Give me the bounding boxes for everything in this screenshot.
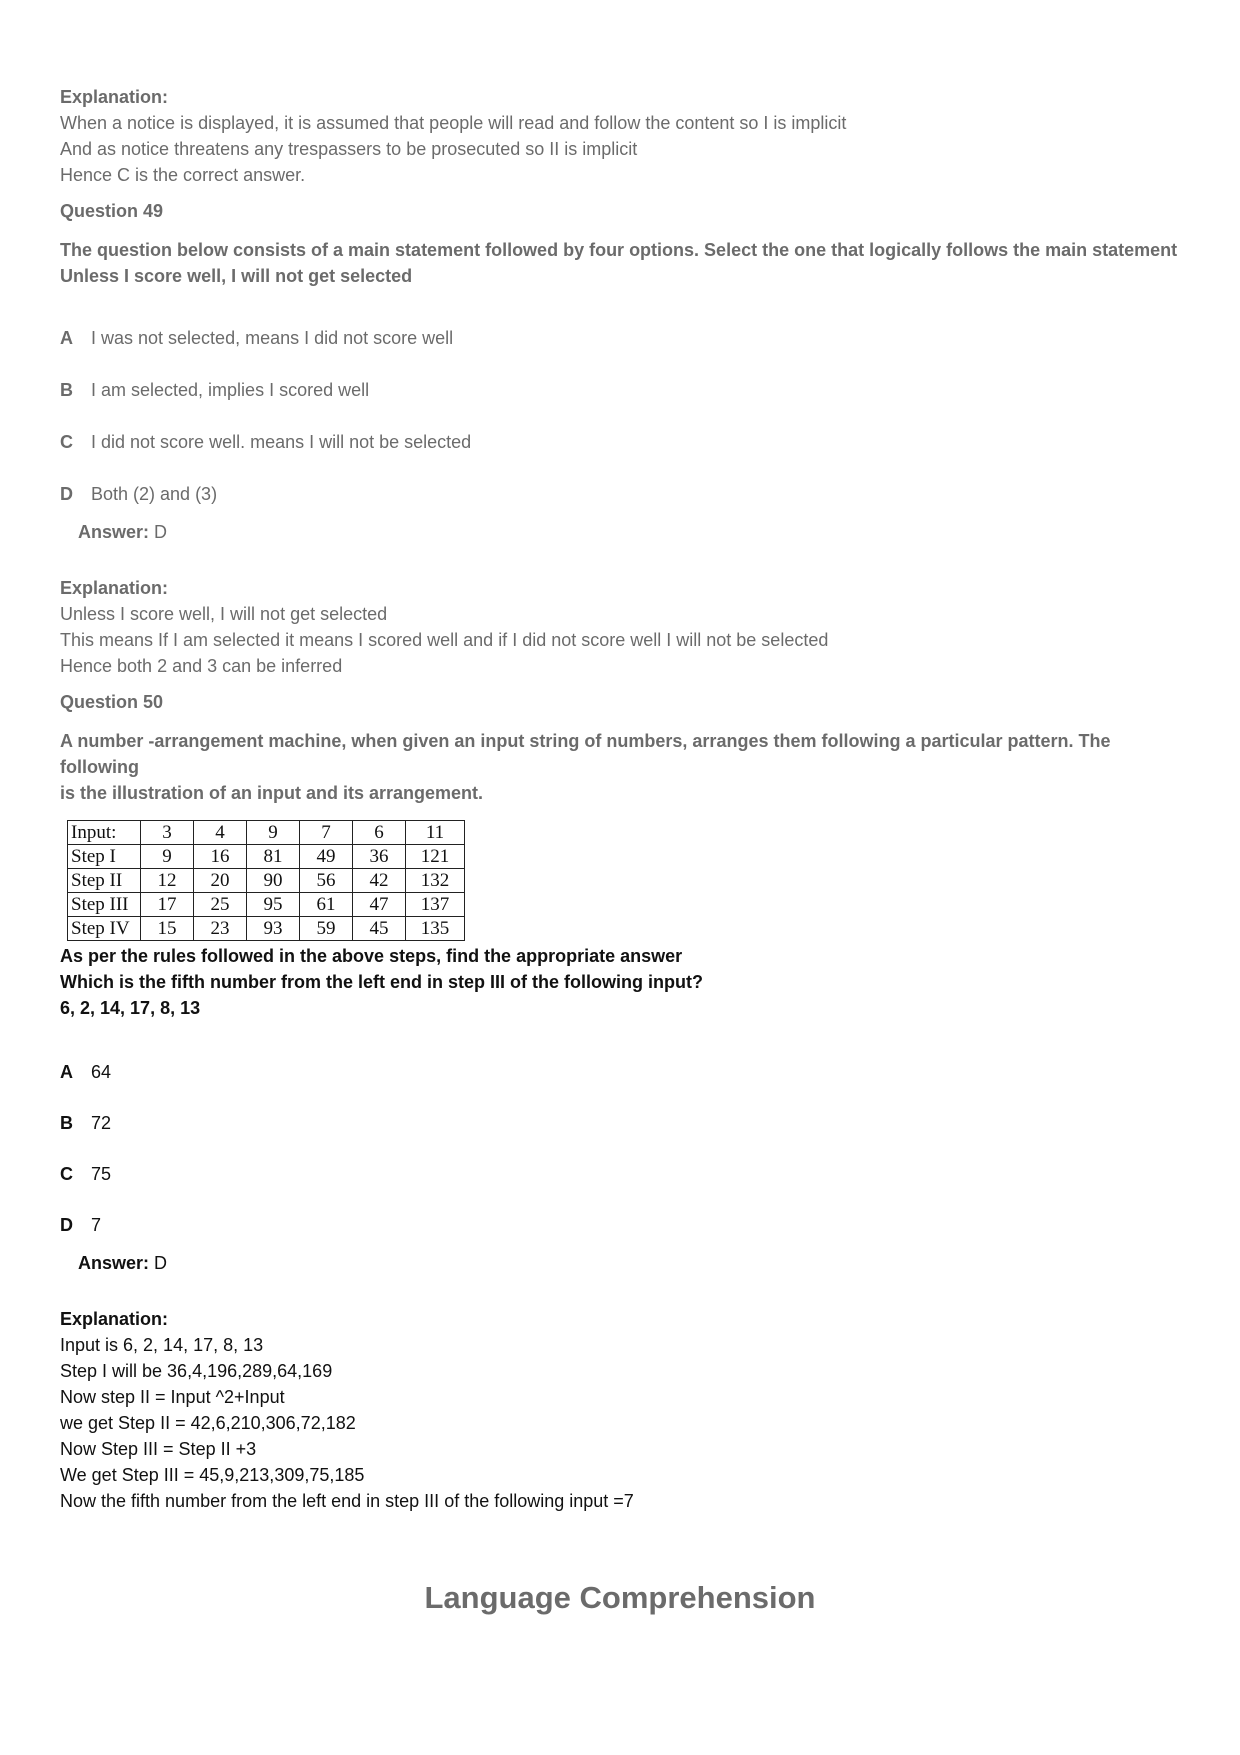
option-letter: D: [60, 1215, 73, 1235]
explanation-line: we get Step II = 42,6,210,306,72,182: [60, 1413, 356, 1433]
explanation-title: Explanation:: [60, 1309, 169, 1329]
option-d[interactable]: [60, 1212, 1180, 1250]
option-letter: B: [60, 380, 73, 400]
table-cell: 42: [353, 869, 406, 893]
table-cell: 49: [300, 845, 353, 869]
table-cell: 16: [194, 845, 247, 869]
option-text: Both (2) and (3): [91, 484, 218, 504]
table-row: [68, 845, 465, 869]
explanation-line: Hence both 2 and 3 can be inferred: [60, 656, 343, 676]
option-letter: C: [60, 432, 73, 452]
explanation-line: Now the fifth number from the left end in step III of the following input =7: [60, 1491, 634, 1511]
arrangement-table: [67, 820, 465, 941]
explanation-line: And as notice threatens any trespassers to be prosecuted so II is implicit: [60, 139, 638, 159]
table-cell: 11: [406, 821, 465, 845]
option-text: I was not selected, means I did not score well: [91, 328, 454, 348]
table-cell: 9: [247, 821, 300, 845]
option-c[interactable]: [60, 1161, 1180, 1212]
table-cell: 95: [247, 893, 300, 917]
answer-value: D: [154, 1253, 168, 1273]
option-letter: D: [60, 484, 73, 504]
question-49: [60, 198, 1180, 679]
explanation-title: Explanation:: [60, 87, 169, 107]
explanation-line: This means If I am selected it means I scored well and if I did not score well I will not be selected: [60, 630, 829, 650]
table-row: [68, 869, 465, 893]
options-list: [60, 1059, 1180, 1250]
explanation-line: Unless I score well, I will not get selected: [60, 604, 388, 624]
option-text: 64: [91, 1062, 112, 1082]
prompt-line: As per the rules followed in the above steps, find the appropriate answer: [60, 946, 683, 966]
option-a[interactable]: [60, 325, 1180, 377]
table-cell: 45: [353, 917, 406, 941]
table-cell: 23: [194, 917, 247, 941]
explanation-title: Explanation:: [60, 578, 169, 598]
explanation-line: Now step II = Input ^2+Input: [60, 1387, 285, 1407]
answer-label: Answer:: [78, 522, 150, 542]
explanation-line: Step I will be 36,4,196,289,64,169: [60, 1361, 333, 1381]
question-title: Question 50: [60, 692, 164, 712]
table-cell: 90: [247, 869, 300, 893]
table-cell: 56: [300, 869, 353, 893]
options-list: [60, 325, 1180, 519]
option-text: 72: [91, 1113, 112, 1133]
row-label: Step IV: [68, 917, 141, 941]
table-cell: 17: [141, 893, 194, 917]
option-d[interactable]: [60, 481, 1180, 519]
table-cell: 6: [353, 821, 406, 845]
table-cell: 12: [141, 869, 194, 893]
option-text: 75: [91, 1164, 112, 1184]
main-statement: Unless I score well, I will not get selected: [60, 266, 413, 286]
table-cell: 3: [141, 821, 194, 845]
q48-explanation: [60, 84, 1180, 188]
option-text: I am selected, implies I scored well: [91, 380, 370, 400]
question-50: [60, 689, 1180, 1514]
option-text: 7: [91, 1215, 102, 1235]
question-stem-line: is the illustration of an input and its arrangement.: [60, 783, 484, 803]
table-cell: 135: [406, 917, 465, 941]
table-cell: 15: [141, 917, 194, 941]
table-cell: 9: [141, 845, 194, 869]
option-b[interactable]: [60, 377, 1180, 429]
table-cell: 4: [194, 821, 247, 845]
table-cell: 93: [247, 917, 300, 941]
option-c[interactable]: [60, 429, 1180, 481]
option-letter: A: [60, 328, 73, 348]
explanation-line: We get Step III = 45,9,213,309,75,185: [60, 1465, 365, 1485]
answer: [78, 519, 1180, 545]
explanation-line: When a notice is displayed, it is assumed that people will read and follow the content so I is implicit: [60, 113, 847, 133]
document-page: [60, 84, 1180, 1514]
question-stem: [60, 237, 1180, 289]
row-label: Step III: [68, 893, 141, 917]
prompt-line: Which is the fifth number from the left end in step III of the following input?: [60, 972, 703, 992]
explanation-line: Hence C is the correct answer.: [60, 165, 306, 185]
option-letter: A: [60, 1062, 73, 1082]
answer: [78, 1250, 1180, 1276]
option-letter: C: [60, 1164, 73, 1184]
answer-value: D: [154, 522, 168, 542]
q49-explanation: [60, 575, 1180, 679]
question-stem-line: The question below consists of a main statement followed by four options. Select the one that logically follows the main statement: [60, 240, 1178, 260]
row-label: Step II: [68, 869, 141, 893]
option-text: I did not score well. means I will not be selected: [91, 432, 472, 452]
table-cell: 81: [247, 845, 300, 869]
section-heading: Language Comprehension: [424, 1580, 816, 1615]
question-prompt: [60, 943, 1180, 1021]
question-stem: [60, 728, 1180, 806]
table-cell: 20: [194, 869, 247, 893]
table-row: [68, 917, 465, 941]
table-cell: 36: [353, 845, 406, 869]
explanation-line: Input is 6, 2, 14, 17, 8, 13: [60, 1335, 264, 1355]
question-stem-line: A number -arrangement machine, when given an input string of numbers, arranges them following a particular pattern. The following: [60, 731, 1111, 777]
table-cell: 61: [300, 893, 353, 917]
table-row: [68, 821, 465, 845]
table-cell: 25: [194, 893, 247, 917]
row-label: Input:: [68, 821, 141, 845]
table-cell: 121: [406, 845, 465, 869]
table-row: [68, 893, 465, 917]
q50-explanation: [60, 1306, 1180, 1514]
table-cell: 137: [406, 893, 465, 917]
explanation-line: Now Step III = Step II +3: [60, 1439, 257, 1459]
answer-label: Answer:: [78, 1253, 150, 1273]
row-label: Step I: [68, 845, 141, 869]
option-letter: B: [60, 1113, 73, 1133]
table-cell: 7: [300, 821, 353, 845]
table-cell: 132: [406, 869, 465, 893]
table-cell: 59: [300, 917, 353, 941]
input-string: 6, 2, 14, 17, 8, 13: [60, 998, 201, 1018]
option-b[interactable]: [60, 1110, 1180, 1161]
option-a[interactable]: [60, 1059, 1180, 1110]
question-title: Question 49: [60, 201, 164, 221]
table-cell: 47: [353, 893, 406, 917]
